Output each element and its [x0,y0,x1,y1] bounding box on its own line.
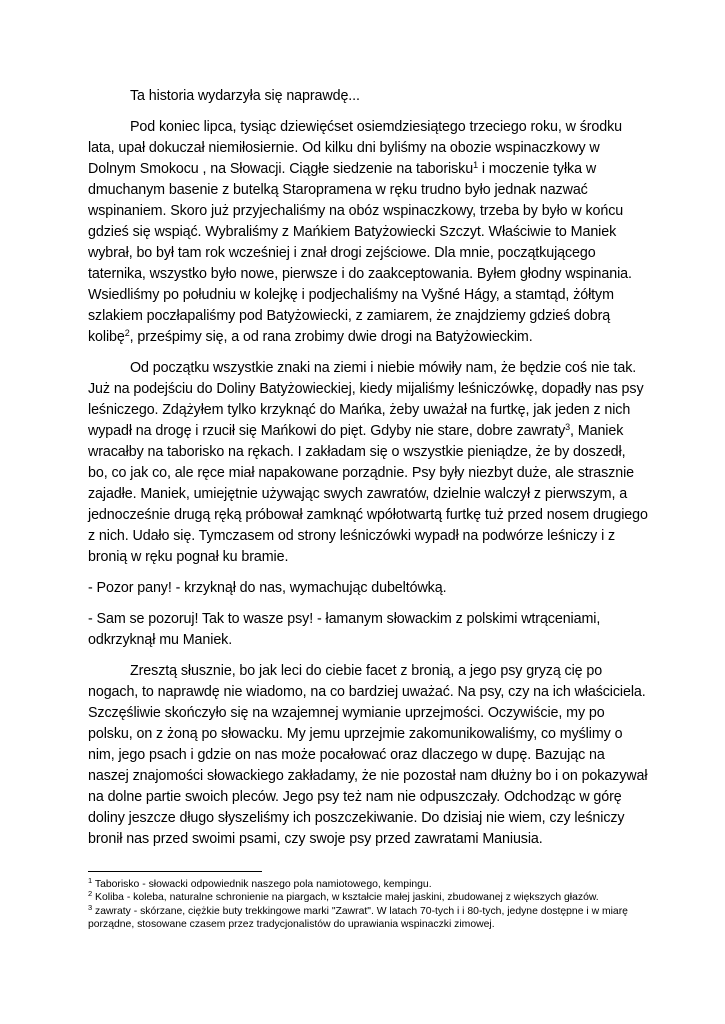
footnote-text: Koliba - koleba, naturalne schronienie na piargach, w kształcie małej jaskini, zbudowanej z większych głazów. [92,892,599,904]
paragraph-2-part-a: Od początku wszystkie znaki na ziemi i niebie mówiły nam, że będzie coś nie tak. Już na podejściu do Doliny Batyżowieckiej, kiedy mijaliśmy leśniczówkę, dopadły nas psy leśniczego. Zdążyłem tylko krzyknąć do Mańka, żeby uważał na furtkę, jak jeden z nich wypadł na drogę i rzucił się Mańkowi do pięt. Gdyby nie stare, dobre zawraty [88,360,644,439]
footnote-1 [88,878,653,891]
footnote-separator [88,871,262,872]
footnote-text: zawraty - skórzane, ciężkie buty trekkingowe marki "Zawrat". W latach 70-tych i i 80-tych, jedyne dostępne i w miarę porządne, stosowane czasem przez tradycjonalistów do uprawiania wspinaczki zimowej. [88,905,628,931]
paragraph-2-part-b: , Maniek wracałby na taborisko na rękach. I zakładam się o wszystkie pieniądze, że by doszedł, bo, co jak co, ale ręce miał napakowane porządnie. Psy były niezbyt duże, ale strasznie zajadłe. Maniek, umiejętnie używając swych zawratów, dzielnie walczył z pierwszym, a jednocześnie drugą ręką próbował zamknąć wpółotwartą furtkę tuż przed nosem drugiego z nich. Udało się. Tymczasem od strony leśniczówki wypadł na podwórze leśniczy i z bronią w ręku pognał ku bramie. [88,423,648,565]
footnote-number: 2 [88,889,93,899]
story-body [88,86,648,860]
footnote-3 [88,902,653,932]
dialogue-line-2: - Sam se pozoruj! Tak to wasze psy! - łamanym słowackim z polskimi wtrąceniami, odkrzyknął mu Maniek. [88,611,601,648]
paragraph-3: Zresztą słusznie, bo jak leci do ciebie facet z bronią, a jego psy gryzą cię po nogach, to naprawdę nie wiadomo, na co bardziej uważać. Na psy, czy na ich właściciela. Szczęśliwie skończyło się na wzajemnej wymianie uprzejmości. Oczywiście, my po polsku, on z żoną po słowacku. My jemu uprzejmie zakomunikowaliśmy, co myślimy o nim, jego psach i gdzie on nas może pocałować oraz dlaczego w dupę. Bazując na naszej znajomości słowackiego zakładamy, że nie pozostał nam dłużny bo i on pokazywał na dolne partie swoich pleców. Jego psy też nam nie odpuszczały. Odchodząc w górę doliny jeszcze długo słyszeliśmy ich poszczekiwanie. Do dzisiaj nie wiem, czy leśniczy bronił nas przed swoimi psami, czy swoje psy przed zawratami Maniusia. [88,663,648,847]
dialogue-line-1: - Pozor pany! - krzyknął do nas, wymachując dubeltówką. [88,580,447,596]
footnote-number: 3 [88,902,93,912]
footnotes [88,878,653,932]
footnote-number: 1 [88,876,93,885]
footnote-ref-1: 1 [473,160,478,170]
footnote-text: Taborisko - słowacki odpowiednik naszego pola namiotowego, kempingu. [92,879,432,890]
intro-line: Ta historia wydarzyła się naprawdę... [130,88,360,104]
footnote-ref-3: 3 [565,422,571,432]
paragraph-1-part-c: , prześpimy się, a od rana zrobimy dwie drogi na Batyżowieckim. [129,329,533,345]
paragraph-1-part-a: Pod koniec lipca, tysiąc dziewięćset osiemdziesiątego trzeciego roku, w środku lata, upał dokuczał niemiłosiernie. Od kilku dni byliśmy na obozie wspinaczkowy w Dolnym Smokocu , na Słowacji. Ciągłe siedzenie na taborisku [88,119,623,177]
paragraph-1-part-b: i moczenie tyłka w dmuchanym basenie z butelką Staropramena w ręku trudno było jednak nazwać wspinaniem. Skoro już przyjechaliśmy na obóz wspinaczkowy, trzeba by było w końcu gdzieś się wspiąć. Wybraliśmy z Mańkiem Batyżowiecki Szczyt. Właściwie to Maniek wybrał, bo był tam rok wcześniej i znał drogi zejściowe. Dla mnie, początkującego taternika, wszystko było nowe, pierwsze i do zaakceptowania. Byłem głodny wspinania. Wsiedliśmy po południu w kolejkę i podjechaliśmy na Vyšné Hágy, a stamtąd, żółtym szlakiem poczłapaliśmy pod Batyżowiecki, z zamiarem, że znajdziemy gdzieś dobrą kolibę [88,161,632,345]
paragraph-2 [88,358,648,568]
paragraph-1 [88,117,648,348]
footnote-2 [88,891,653,904]
footnote-ref-2: 2 [124,328,130,338]
